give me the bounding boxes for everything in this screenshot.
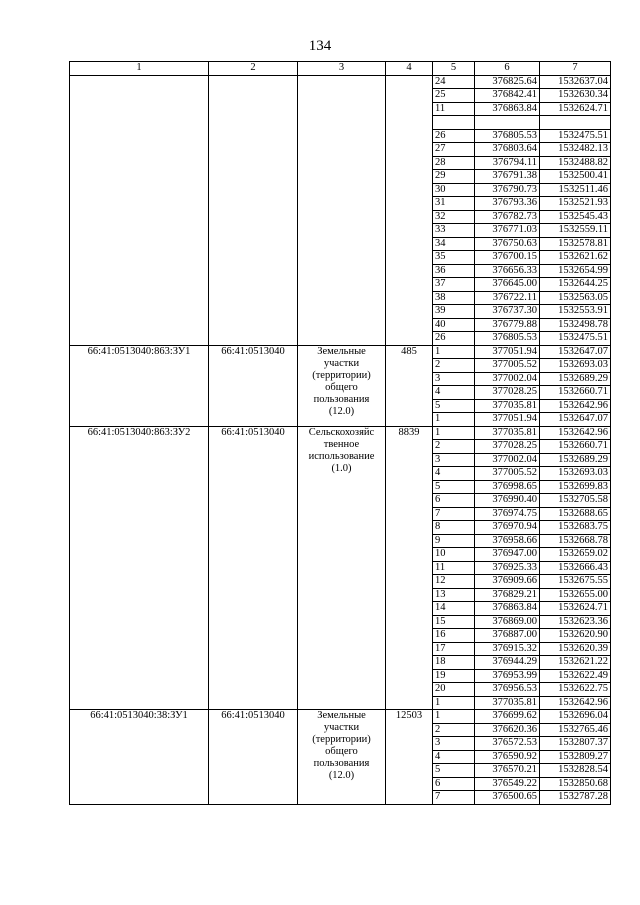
coordinate-x: 376722.11 — [475, 291, 540, 305]
coordinate-x: 376737.30 — [475, 305, 540, 319]
point-number — [433, 116, 475, 130]
coordinate-x: 376803.64 — [475, 143, 540, 157]
coordinate-x: 376782.73 — [475, 210, 540, 224]
coordinate-x: 376750.63 — [475, 237, 540, 251]
point-number: 32 — [433, 210, 475, 224]
point-number: 3 — [433, 372, 475, 386]
point-number: 34 — [433, 237, 475, 251]
coordinate-x: 376925.33 — [475, 561, 540, 575]
coordinate-x: 376500.65 — [475, 791, 540, 805]
permitted-use: Земельные участки (территории) общего пользования (12.0) — [298, 345, 386, 426]
column-header: 1 — [70, 62, 209, 76]
point-number: 9 — [433, 534, 475, 548]
coordinate-x: 376699.62 — [475, 710, 540, 724]
coordinate-y: 1532475.51 — [540, 332, 611, 346]
point-number: 5 — [433, 764, 475, 778]
point-number: 11 — [433, 102, 475, 116]
coordinate-x: 376645.00 — [475, 278, 540, 292]
point-number: 1 — [433, 710, 475, 724]
coordinate-x: 376956.53 — [475, 683, 540, 697]
parcel-area: 12503 — [386, 710, 433, 805]
coordinate-x: 376958.66 — [475, 534, 540, 548]
coordinate-y: 1532647.07 — [540, 345, 611, 359]
point-number: 35 — [433, 251, 475, 265]
coordinate-x: 376791.38 — [475, 170, 540, 184]
coordinate-y: 1532642.96 — [540, 426, 611, 440]
coordinate-x: 376771.03 — [475, 224, 540, 238]
coordinate-x: 376700.15 — [475, 251, 540, 265]
coordinate-x: 376863.84 — [475, 102, 540, 116]
coordinate-x: 376869.00 — [475, 615, 540, 629]
coordinate-y: 1532521.93 — [540, 197, 611, 211]
coordinate-x: 377028.25 — [475, 386, 540, 400]
cadastral-block: 66:41:0513040 — [209, 426, 298, 710]
point-number: 2 — [433, 440, 475, 454]
column-header: 6 — [475, 62, 540, 76]
coordinate-y: 1532622.75 — [540, 683, 611, 697]
parcel-id: 66:41:0513040:38:ЗУ1 — [70, 710, 209, 805]
point-number: 40 — [433, 318, 475, 332]
coordinate-y: 1532630.34 — [540, 89, 611, 103]
coordinate-y: 1532498.78 — [540, 318, 611, 332]
point-number: 6 — [433, 777, 475, 791]
coordinate-y: 1532668.78 — [540, 534, 611, 548]
coordinate-x: 376779.88 — [475, 318, 540, 332]
point-number: 8 — [433, 521, 475, 535]
coordinate-y: 1532578.81 — [540, 237, 611, 251]
coordinate-y: 1532559.11 — [540, 224, 611, 238]
point-number: 26 — [433, 332, 475, 346]
coordinate-y: 1532699.83 — [540, 480, 611, 494]
coordinate-y: 1532624.71 — [540, 602, 611, 616]
coordinate-x: 376944.29 — [475, 656, 540, 670]
coordinate-y: 1532621.22 — [540, 656, 611, 670]
coordinate-x: 376825.64 — [475, 75, 540, 89]
parcel-area: 485 — [386, 345, 433, 426]
table-row — [70, 710, 611, 724]
point-number: 25 — [433, 89, 475, 103]
coordinate-x: 377002.04 — [475, 453, 540, 467]
point-number: 10 — [433, 548, 475, 562]
coordinate-y: 1532642.96 — [540, 696, 611, 710]
point-number: 30 — [433, 183, 475, 197]
column-header: 5 — [433, 62, 475, 76]
coordinate-x: 376863.84 — [475, 602, 540, 616]
coordinate-y: 1532688.65 — [540, 507, 611, 521]
point-number: 5 — [433, 399, 475, 413]
coordinate-y: 1532553.91 — [540, 305, 611, 319]
point-number: 28 — [433, 156, 475, 170]
coordinate-x: 376656.33 — [475, 264, 540, 278]
coordinate-y — [540, 116, 611, 130]
coordinate-x: 377035.81 — [475, 426, 540, 440]
coordinate-y: 1532655.00 — [540, 588, 611, 602]
coordinate-y: 1532675.55 — [540, 575, 611, 589]
coordinate-y: 1532624.71 — [540, 102, 611, 116]
coordinate-x: 376572.53 — [475, 737, 540, 751]
coordinate-y: 1532765.46 — [540, 723, 611, 737]
coordinate-y: 1532689.29 — [540, 372, 611, 386]
coordinate-x: 377005.52 — [475, 467, 540, 481]
empty-cell — [386, 75, 433, 345]
column-header: 7 — [540, 62, 611, 76]
coordinate-x: 377035.81 — [475, 696, 540, 710]
coordinate-y: 1532621.62 — [540, 251, 611, 265]
point-number: 24 — [433, 75, 475, 89]
coordinate-y: 1532660.71 — [540, 440, 611, 454]
point-number: 36 — [433, 264, 475, 278]
coordinate-y: 1532850.68 — [540, 777, 611, 791]
coordinate-y: 1532683.75 — [540, 521, 611, 535]
coordinate-x: 376549.22 — [475, 777, 540, 791]
page-number: 134 — [308, 38, 332, 54]
point-number: 6 — [433, 494, 475, 508]
point-number: 31 — [433, 197, 475, 211]
parcel-area: 8839 — [386, 426, 433, 710]
coordinate-y: 1532693.03 — [540, 467, 611, 481]
coordinate-y: 1532644.25 — [540, 278, 611, 292]
table-row — [70, 75, 611, 89]
column-header: 2 — [209, 62, 298, 76]
coordinate-y: 1532622.49 — [540, 669, 611, 683]
coordinate-y: 1532787.28 — [540, 791, 611, 805]
coordinate-x: 376805.53 — [475, 332, 540, 346]
point-number: 17 — [433, 642, 475, 656]
point-number: 11 — [433, 561, 475, 575]
coordinate-y: 1532545.43 — [540, 210, 611, 224]
coordinate-y: 1532693.03 — [540, 359, 611, 373]
coordinate-y: 1532488.82 — [540, 156, 611, 170]
coordinate-x: 376887.00 — [475, 629, 540, 643]
coordinates-table — [69, 61, 611, 805]
coordinate-y: 1532659.02 — [540, 548, 611, 562]
point-number: 1 — [433, 345, 475, 359]
coordinate-y: 1532620.39 — [540, 642, 611, 656]
point-number: 2 — [433, 359, 475, 373]
coordinate-y: 1532637.04 — [540, 75, 611, 89]
coordinate-x: 376915.32 — [475, 642, 540, 656]
coordinate-y: 1532642.96 — [540, 399, 611, 413]
coordinate-x: 377002.04 — [475, 372, 540, 386]
coordinate-x: 377051.94 — [475, 413, 540, 427]
point-number: 39 — [433, 305, 475, 319]
coordinate-x: 377028.25 — [475, 440, 540, 454]
column-header: 4 — [386, 62, 433, 76]
coordinate-y: 1532623.36 — [540, 615, 611, 629]
point-number: 37 — [433, 278, 475, 292]
point-number: 27 — [433, 143, 475, 157]
coordinate-y: 1532705.58 — [540, 494, 611, 508]
point-number: 12 — [433, 575, 475, 589]
point-number: 3 — [433, 737, 475, 751]
table-row — [70, 345, 611, 359]
coordinate-y: 1532696.04 — [540, 710, 611, 724]
point-number: 13 — [433, 588, 475, 602]
point-number: 1 — [433, 426, 475, 440]
point-number: 4 — [433, 750, 475, 764]
coordinate-x: 376974.75 — [475, 507, 540, 521]
coordinate-x: 376970.94 — [475, 521, 540, 535]
point-number: 16 — [433, 629, 475, 643]
coordinate-y: 1532654.99 — [540, 264, 611, 278]
point-number: 4 — [433, 467, 475, 481]
point-number: 3 — [433, 453, 475, 467]
coordinate-x: 377005.52 — [475, 359, 540, 373]
permitted-use: Земельные участки (территории) общего пользования (12.0) — [298, 710, 386, 805]
point-number: 7 — [433, 507, 475, 521]
coordinate-x: 376620.36 — [475, 723, 540, 737]
coordinate-x — [475, 116, 540, 130]
coordinate-x: 376947.00 — [475, 548, 540, 562]
coordinate-y: 1532482.13 — [540, 143, 611, 157]
header-row — [70, 62, 611, 76]
point-number: 26 — [433, 129, 475, 143]
point-number: 1 — [433, 413, 475, 427]
coordinate-x: 376990.40 — [475, 494, 540, 508]
coordinate-y: 1532807.37 — [540, 737, 611, 751]
coordinate-x: 376829.21 — [475, 588, 540, 602]
coordinate-y: 1532620.90 — [540, 629, 611, 643]
coordinate-x: 376590.92 — [475, 750, 540, 764]
coordinate-y: 1532828.54 — [540, 764, 611, 778]
parcel-id: 66:41:0513040:863:ЗУ1 — [70, 345, 209, 426]
coordinate-x: 376909.66 — [475, 575, 540, 589]
point-number: 1 — [433, 696, 475, 710]
cadastral-block: 66:41:0513040 — [209, 710, 298, 805]
table-row — [70, 426, 611, 440]
coordinate-x: 376790.73 — [475, 183, 540, 197]
coordinate-y: 1532563.05 — [540, 291, 611, 305]
empty-cell — [298, 75, 386, 345]
parcel-id: 66:41:0513040:863:ЗУ2 — [70, 426, 209, 710]
point-number: 38 — [433, 291, 475, 305]
point-number: 14 — [433, 602, 475, 616]
empty-cell — [70, 75, 209, 345]
coordinate-y: 1532500.41 — [540, 170, 611, 184]
point-number: 5 — [433, 480, 475, 494]
coordinate-x: 376805.53 — [475, 129, 540, 143]
coordinate-x: 376842.41 — [475, 89, 540, 103]
point-number: 29 — [433, 170, 475, 184]
permitted-use: Сельскохозяйс твенное использование (1.0) — [298, 426, 386, 710]
coordinate-y: 1532689.29 — [540, 453, 611, 467]
point-number: 2 — [433, 723, 475, 737]
coordinate-y: 1532647.07 — [540, 413, 611, 427]
point-number: 33 — [433, 224, 475, 238]
cadastral-block: 66:41:0513040 — [209, 345, 298, 426]
coordinate-x: 376794.11 — [475, 156, 540, 170]
coordinate-x: 376953.99 — [475, 669, 540, 683]
point-number: 19 — [433, 669, 475, 683]
coordinate-y: 1532666.43 — [540, 561, 611, 575]
coordinate-x: 376998.65 — [475, 480, 540, 494]
coordinate-x: 377051.94 — [475, 345, 540, 359]
coordinate-y: 1532475.51 — [540, 129, 611, 143]
column-header: 3 — [298, 62, 386, 76]
coordinate-x: 376570.21 — [475, 764, 540, 778]
point-number: 18 — [433, 656, 475, 670]
point-number: 7 — [433, 791, 475, 805]
coordinate-x: 377035.81 — [475, 399, 540, 413]
point-number: 20 — [433, 683, 475, 697]
empty-cell — [209, 75, 298, 345]
coordinate-y: 1532809.27 — [540, 750, 611, 764]
point-number: 4 — [433, 386, 475, 400]
coordinate-x: 376793.36 — [475, 197, 540, 211]
coordinate-y: 1532511.46 — [540, 183, 611, 197]
point-number: 15 — [433, 615, 475, 629]
coordinate-y: 1532660.71 — [540, 386, 611, 400]
